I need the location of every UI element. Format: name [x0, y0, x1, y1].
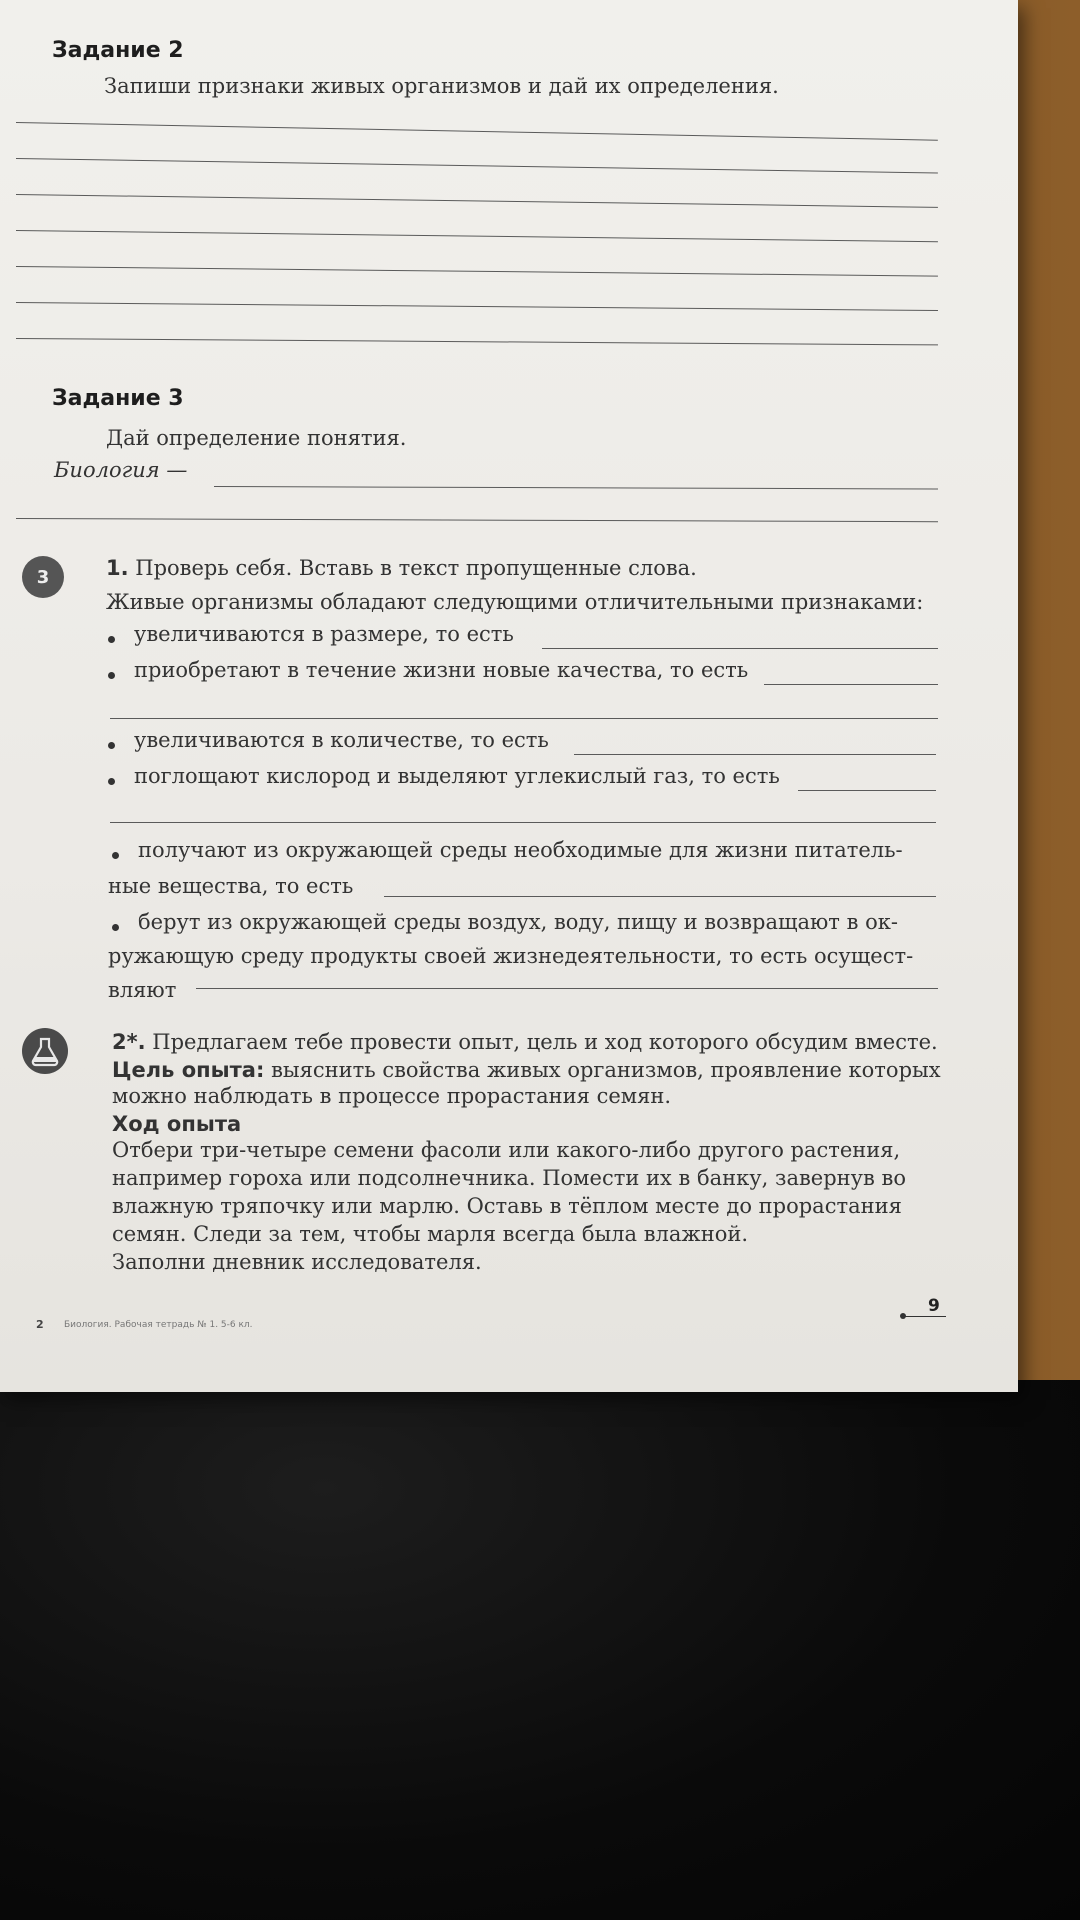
- task3-term: Биология —: [54, 458, 188, 482]
- exercise1-item: берут из окружающей среды воздух, воду, пищу и возвращают в ок-: [138, 910, 898, 934]
- page-number-dot: [900, 1313, 906, 1319]
- exercise2-process-label: Ход опыта: [112, 1112, 242, 1136]
- exercise2-process-line: влажную тряпочку или марлю. Оставь в тёплом месте до прорастания: [112, 1194, 902, 1218]
- answer-line[interactable]: [16, 266, 938, 277]
- exercise1-item: вляют: [108, 978, 177, 1002]
- exercise2-goal: Цель опыта: выяснить свойства живых организмов, проявление которых: [112, 1058, 941, 1082]
- fill-blank-line[interactable]: [110, 718, 938, 719]
- fill-blank-line[interactable]: [384, 896, 936, 897]
- answer-line[interactable]: [16, 338, 938, 345]
- fill-blank-line[interactable]: [196, 988, 938, 989]
- bullet: [108, 742, 115, 749]
- bullet: [112, 924, 119, 931]
- bullet: [112, 852, 119, 859]
- task2-title: Задание 2: [52, 38, 184, 63]
- bullet: [108, 778, 115, 785]
- exercise2-heading: 2*. Предлагаем тебе провести опыт, цель и ход которого обсудим вместе.: [112, 1030, 938, 1054]
- fill-blank-line[interactable]: [542, 648, 938, 649]
- page-number: 9: [928, 1296, 940, 1316]
- exercise1-item: поглощают кислород и выделяют углекислый газ, то есть: [134, 764, 780, 788]
- answer-line[interactable]: [214, 486, 938, 490]
- experiment-flask-icon: [22, 1028, 68, 1074]
- fill-blank-line[interactable]: [798, 790, 936, 791]
- footer-book-title: Биология. Рабочая тетрадь № 1. 5-6 кл.: [64, 1320, 253, 1330]
- exercise2-process-line: Отбери три-четыре семени фасоли или какого-либо другого растения,: [112, 1138, 901, 1162]
- exercise1-intro: Живые организмы обладают следующими отличительными признаками:: [106, 590, 924, 614]
- answer-line[interactable]: [16, 194, 938, 208]
- exercise1-item: ные вещества, то есть: [108, 874, 354, 898]
- exercise2-process-line: Заполни дневник исследователя.: [112, 1250, 482, 1274]
- page-number-rule: [904, 1316, 946, 1317]
- fill-blank-line[interactable]: [110, 822, 936, 823]
- answer-line[interactable]: [16, 158, 938, 173]
- exercise1-heading: 1. Проверь себя. Вставь в текст пропущенные слова.: [106, 556, 697, 580]
- bullet: [108, 636, 115, 643]
- bullet: [108, 672, 115, 679]
- exercise2-goal-cont: можно наблюдать в процессе прорастания семян.: [112, 1084, 672, 1108]
- answer-line[interactable]: [16, 302, 938, 311]
- check-yourself-icon: 3: [22, 556, 64, 598]
- exercise1-item: увеличиваются в размере, то есть: [134, 622, 514, 646]
- exercise1-item: приобретают в течение жизни новые качества, то есть: [134, 658, 749, 682]
- footer-print-number: 2: [36, 1318, 44, 1331]
- exercise1-item: ружающую среду продукты своей жизнедеятельности, то есть осущест-: [108, 944, 914, 968]
- exercise2-process-line: семян. Следи за тем, чтобы марля всегда была влажной.: [112, 1222, 749, 1246]
- task2-instruction: Запиши признаки живых организмов и дай их определения.: [104, 74, 779, 98]
- task3-title: Задание 3: [52, 386, 184, 411]
- answer-line[interactable]: [16, 518, 938, 522]
- dark-table-surface: [0, 1380, 1080, 1920]
- fill-blank-line[interactable]: [574, 754, 936, 755]
- exercise2-process-line: например гороха или подсолнечника. Помести их в банку, завернув во: [112, 1166, 906, 1190]
- exercise1-item: увеличиваются в количестве, то есть: [134, 728, 549, 752]
- answer-line[interactable]: [16, 122, 938, 141]
- answer-line[interactable]: [16, 230, 938, 242]
- exercise1-item: получают из окружающей среды необходимые для жизни питатель-: [138, 838, 903, 862]
- fill-blank-line[interactable]: [764, 684, 938, 685]
- task3-instruction: Дай определение понятия.: [106, 426, 407, 450]
